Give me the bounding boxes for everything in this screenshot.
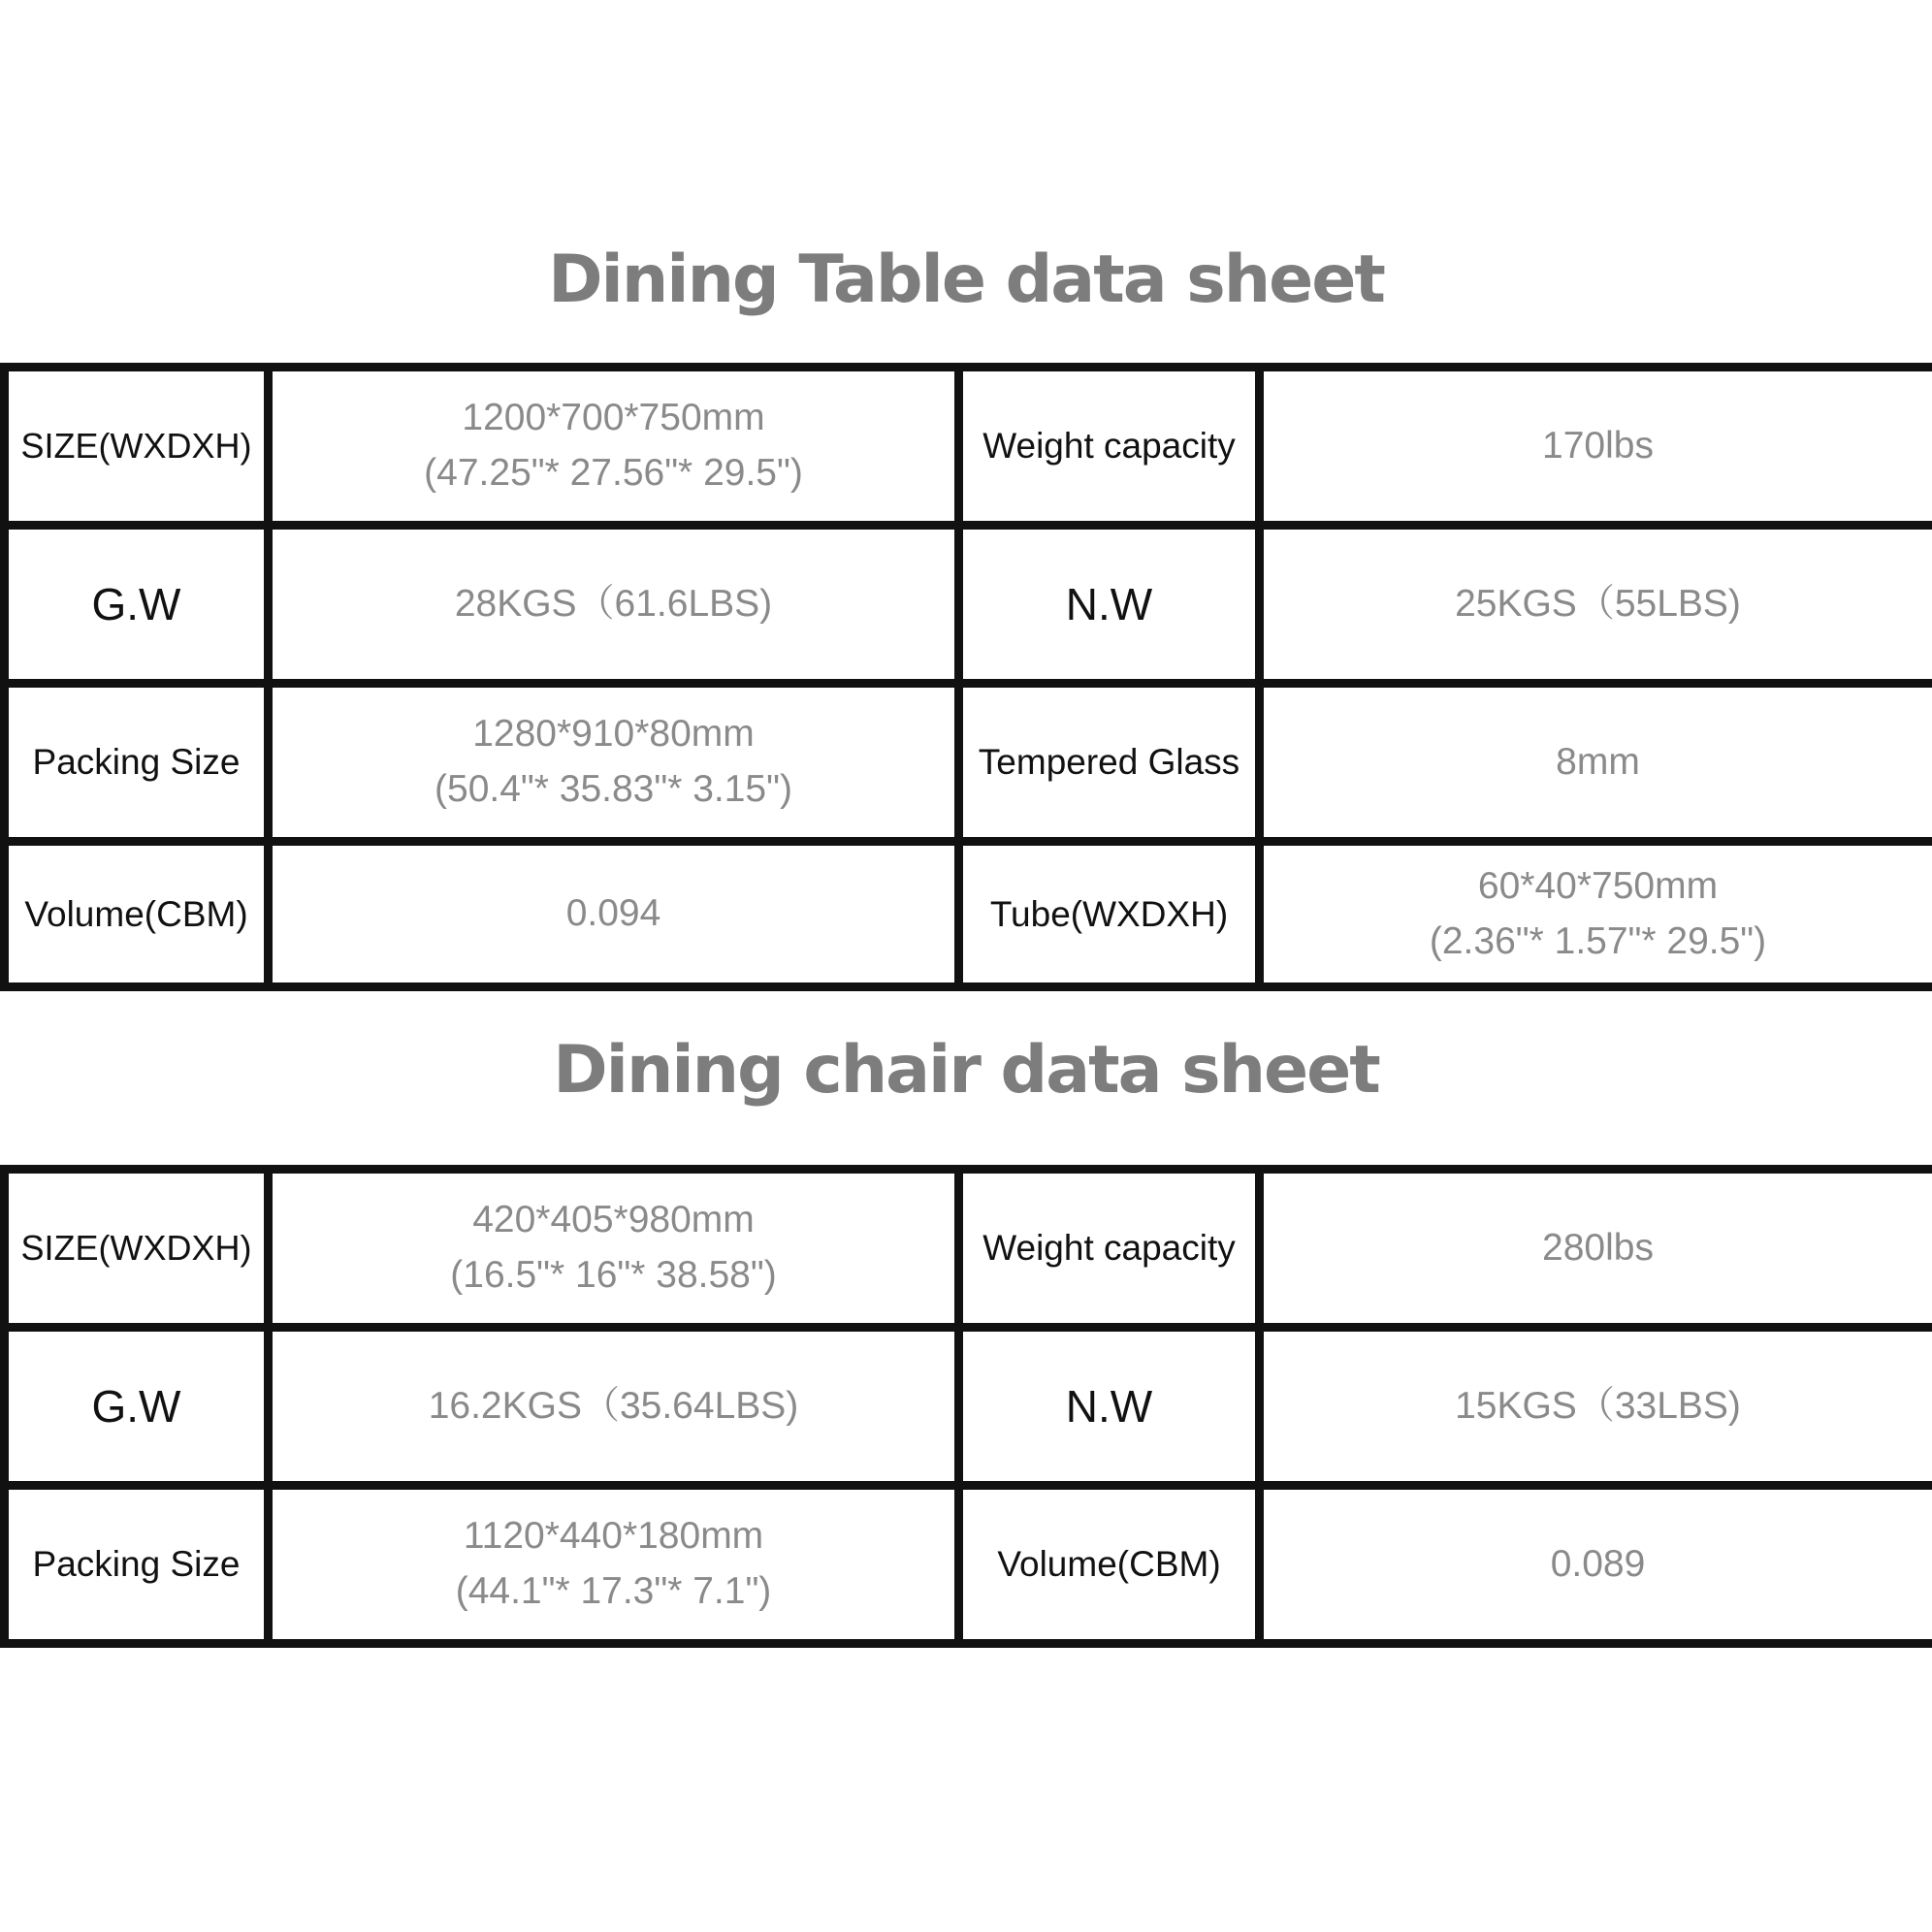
spec-value	[1260, 526, 1932, 684]
spec-label: G.W	[5, 526, 269, 684]
spec-label: SIZE(WXDXH)	[5, 1170, 269, 1328]
spec-value	[269, 842, 959, 987]
spec-value	[1260, 368, 1932, 526]
spec-label: Weight capacity	[959, 368, 1260, 526]
spec-value-line: 16.2KGS（35.64LBS)	[428, 1384, 799, 1427]
spec-value	[1260, 1328, 1932, 1486]
spec-value-line: 1280*910*80mm	[472, 713, 755, 756]
spec-value-line: (47.25"* 27.56"* 29.5")	[424, 452, 803, 494]
spec-label: Weight capacity	[959, 1170, 1260, 1328]
spec-value-line: (44.1"* 17.3"* 7.1")	[455, 1570, 772, 1612]
table-row	[5, 1328, 1932, 1486]
table-row	[5, 1170, 1932, 1328]
spec-value	[269, 1170, 959, 1328]
spec-label: Tube(WXDXH)	[959, 842, 1260, 987]
spec-value-line: 15KGS（33LBS)	[1455, 1384, 1741, 1427]
spec-value	[1260, 1170, 1932, 1328]
spec-value-line: 0.089	[1550, 1542, 1646, 1585]
spec-label: Volume(CBM)	[959, 1486, 1260, 1644]
spec-value-line: 170lbs	[1542, 424, 1654, 467]
spec-value-line: 25KGS（55LBS)	[1455, 582, 1741, 625]
spec-value	[1260, 842, 1932, 987]
spec-value	[269, 684, 959, 842]
spec-value	[1260, 684, 1932, 842]
spec-value-line: 1120*440*180mm	[463, 1515, 764, 1558]
table-sheet-title: Dining Table data sheet	[548, 242, 1384, 318]
spec-value-line: 28KGS（61.6LBS)	[454, 582, 773, 625]
table-spec-grid	[0, 363, 1932, 991]
spec-value-line: 420*405*980mm	[472, 1199, 755, 1241]
spec-label: Packing Size	[5, 1486, 269, 1644]
spec-value-line: 60*40*750mm	[1477, 864, 1719, 907]
spec-value-line: 280lbs	[1542, 1226, 1654, 1269]
spec-value-line: (16.5"* 16"* 38.58")	[450, 1254, 777, 1296]
table-row	[5, 526, 1932, 684]
chair-sheet-title: Dining chair data sheet	[553, 1032, 1379, 1109]
spec-value	[269, 1486, 959, 1644]
spec-label: G.W	[5, 1328, 269, 1486]
spec-value-line: 1200*700*750mm	[462, 397, 765, 439]
table-row	[5, 684, 1932, 842]
spec-value	[269, 368, 959, 526]
table-row	[5, 842, 1932, 987]
spec-value	[1260, 1486, 1932, 1644]
spec-label: SIZE(WXDXH)	[5, 368, 269, 526]
spec-value-line: (50.4"* 35.83"* 3.15")	[435, 768, 792, 810]
spec-label: N.W	[959, 526, 1260, 684]
spec-value-line: 0.094	[565, 892, 661, 935]
spec-label: Volume(CBM)	[5, 842, 269, 987]
spec-label: Packing Size	[5, 684, 269, 842]
table-row	[5, 368, 1932, 526]
spec-value-line: (2.36"* 1.57"* 29.5")	[1429, 919, 1767, 962]
table-row	[5, 1486, 1932, 1644]
chair-spec-grid	[0, 1165, 1932, 1648]
spec-label: Tempered Glass	[959, 684, 1260, 842]
spec-value	[269, 526, 959, 684]
spec-value-line: 8mm	[1556, 740, 1640, 783]
spec-label: N.W	[959, 1328, 1260, 1486]
spec-value	[269, 1328, 959, 1486]
